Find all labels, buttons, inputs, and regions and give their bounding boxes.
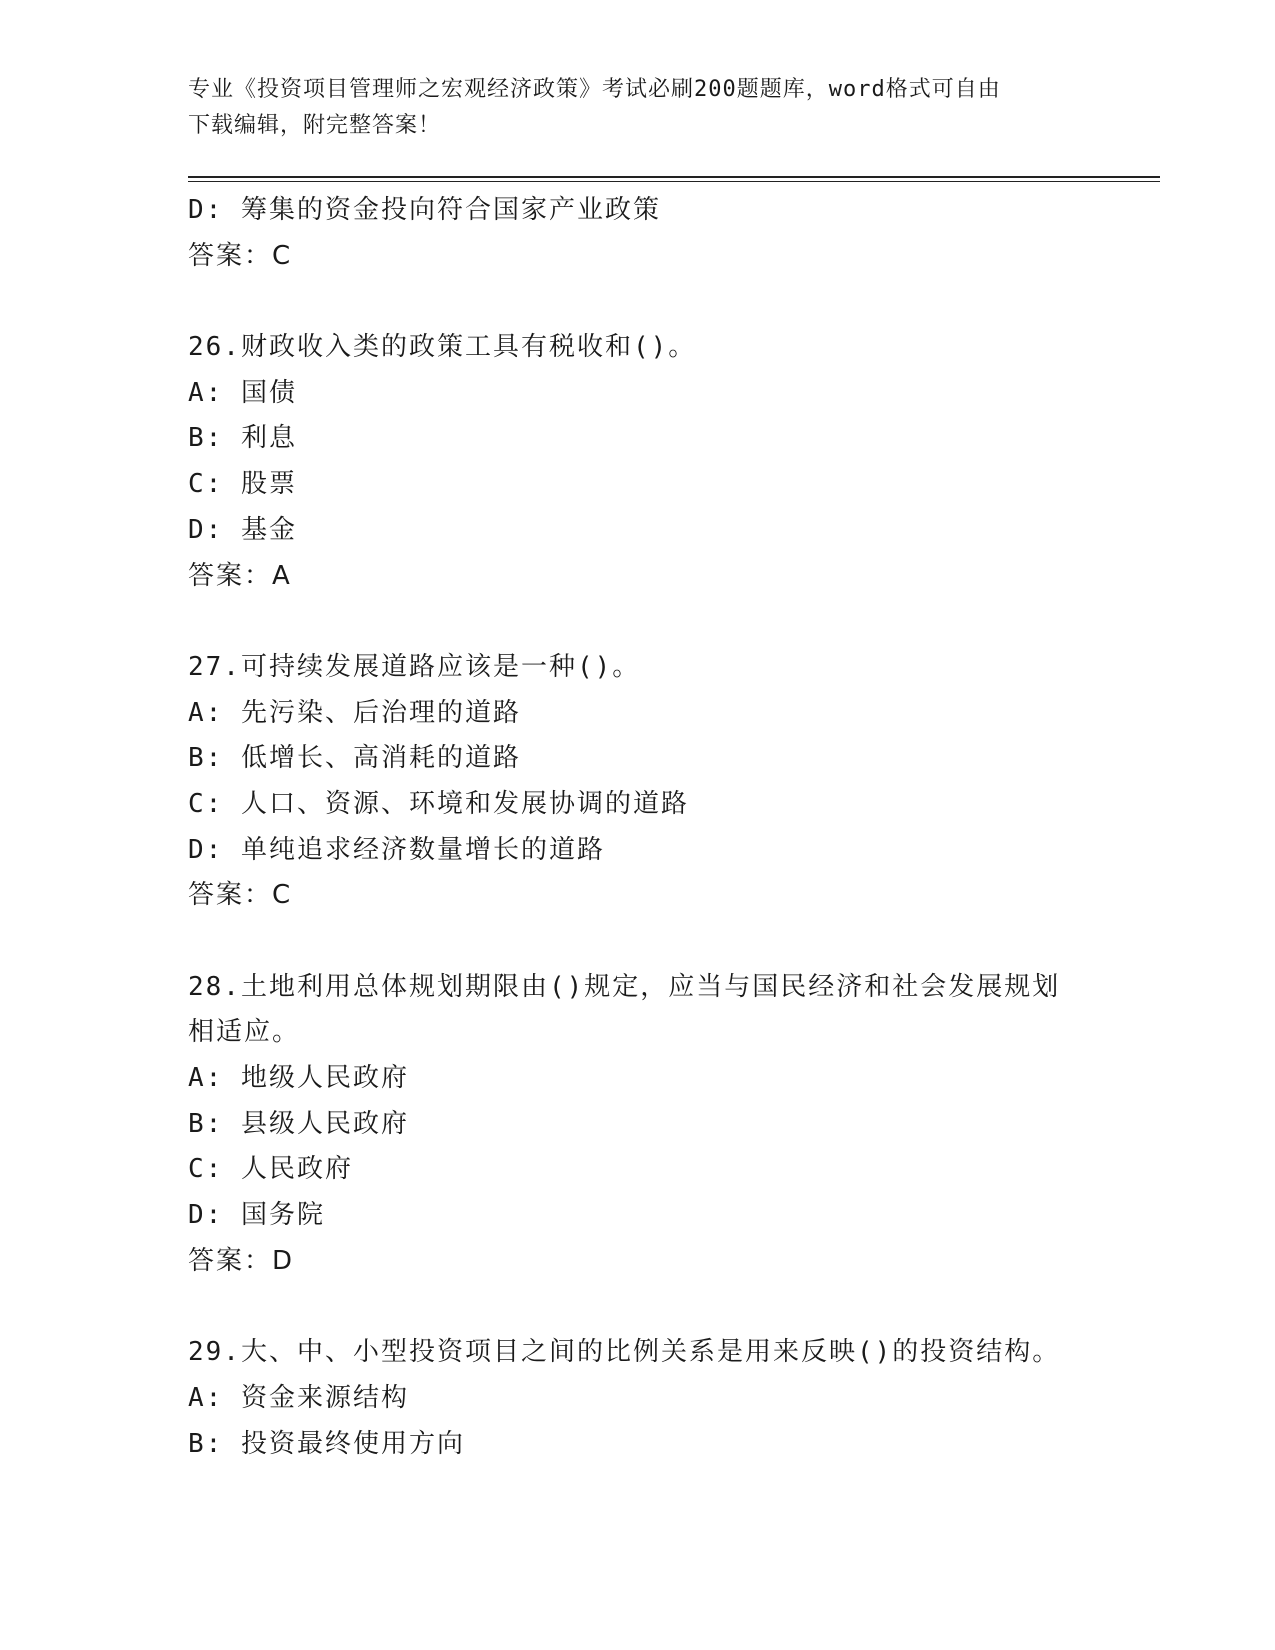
- question-26-stem: 26.财政收入类的政策工具有税收和()。: [188, 332, 697, 363]
- question-27-stem: 27.可持续发展道路应该是一种()。: [188, 651, 641, 682]
- question-25-tail: [188, 188, 1148, 279]
- question-27-option-c: C: 人口、资源、环境和发展协调的道路: [188, 788, 689, 819]
- question-26-option-c: C: 股票: [188, 469, 297, 500]
- spacer: [188, 919, 1148, 965]
- question-27-option-a: A: 先污染、后治理的道路: [188, 697, 521, 728]
- question-27-option-b: B: 低增长、高消耗的道路: [188, 743, 521, 774]
- question-list: [188, 188, 1148, 1467]
- spacer: [188, 599, 1148, 645]
- question-26-option-a: A: 国债: [188, 377, 297, 408]
- header-divider-thin: [188, 181, 1160, 182]
- question-28-option-a: A: 地级人民政府: [188, 1063, 409, 1094]
- question-28-option-c: C: 人民政府: [188, 1154, 353, 1185]
- question-29-option-b: B: 投资最终使用方向: [188, 1428, 465, 1459]
- header-divider-thick: [188, 176, 1160, 178]
- question-28: [188, 965, 1148, 1285]
- question-28-option-b: B: 县级人民政府: [188, 1108, 409, 1139]
- question-25-answer: 答案：C: [188, 240, 293, 271]
- question-25-option-d: D: 筹集的资金投向符合国家产业政策: [188, 195, 661, 225]
- spacer: [188, 1285, 1148, 1331]
- question-28-answer: 答案：D: [188, 1245, 295, 1276]
- question-29-option-a: A: 资金来源结构: [188, 1382, 409, 1413]
- question-28-option-d: D: 国务院: [188, 1200, 325, 1231]
- question-28-stem-line-1: 28.土地利用总体规划期限由()规定，应当与国民经济和社会发展规划: [188, 971, 1061, 1002]
- question-29: [188, 1330, 1148, 1467]
- question-29-stem: 29.大、中、小型投资项目之间的比例关系是用来反映()的投资结构。: [188, 1337, 1061, 1368]
- question-26-answer: 答案：A: [188, 560, 292, 591]
- question-26-option-d: D: 基金: [188, 514, 297, 545]
- spacer: [188, 279, 1148, 325]
- question-27-option-d: D: 单纯追求经济数量增长的道路: [188, 834, 605, 865]
- question-26-option-b: B: 利息: [188, 423, 297, 454]
- header-line-1: 专业《投资项目管理师之宏观经济政策》考试必刷200题题库，word格式可自由: [188, 77, 1001, 102]
- question-28-stem-line-2: 相适应。: [188, 1017, 301, 1048]
- document-header: [188, 72, 1088, 144]
- question-27-answer: 答案：C: [188, 880, 293, 911]
- question-26: [188, 325, 1148, 599]
- header-line-2: 下载编辑，附完整答案！: [188, 113, 442, 138]
- question-27: [188, 645, 1148, 919]
